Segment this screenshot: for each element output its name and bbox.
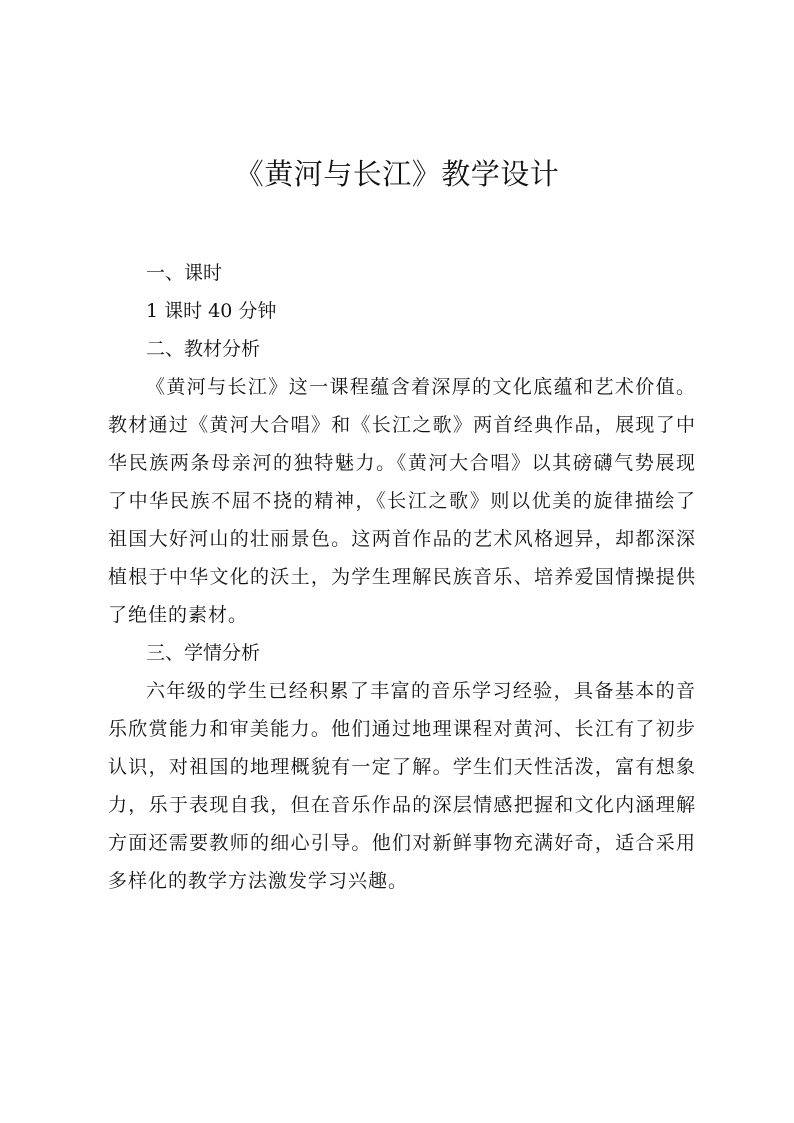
page-title: 《黄河与长江》教学设计 [234, 157, 560, 191]
section-heading-class-hours: 一、课时 [146, 262, 223, 284]
document-body [108, 254, 696, 900]
class-hours-text: 1 课时 40 分钟 [146, 300, 277, 322]
section-heading-textbook-analysis: 二、教材分析 [146, 338, 261, 360]
student-analysis-paragraph: 六年级的学生已经积累了丰富的音乐学习经验，具备基本的音乐欣赏能力和审美能力。他们通过地理课程对黄河、长江有了初步认识，对祖国的地理概貌有一定了解。学生们天性活泼，富有想象力，乐于表现自我，但在音乐作品的深层情感把握和文化内涵理解方面还需要教师的细心引导。他们对新鲜事物充满好奇，适合采用多样化的教学方法激发学习兴趣。 [108, 680, 696, 892]
section-heading-student-analysis: 三、学情分析 [146, 642, 261, 664]
textbook-analysis-paragraph: 《黄河与长江》这一课程蕴含着深厚的文化底蕴和艺术价值。教材通过《黄河大合唱》和《长江之歌》两首经典作品，展现了中华民族两条母亲河的独特魅力。《黄河大合唱》以其磅礴气势展现了中华民族不屈不挠的精神，《长江之歌》则以优美的旋律描绘了祖国大好河山的壮丽景色。这两首作品的艺术风格迥异，却都深深植根于中华文化的沃土，为学生理解民族音乐、培养爱国情操提供了绝佳的素材。 [108, 376, 696, 626]
